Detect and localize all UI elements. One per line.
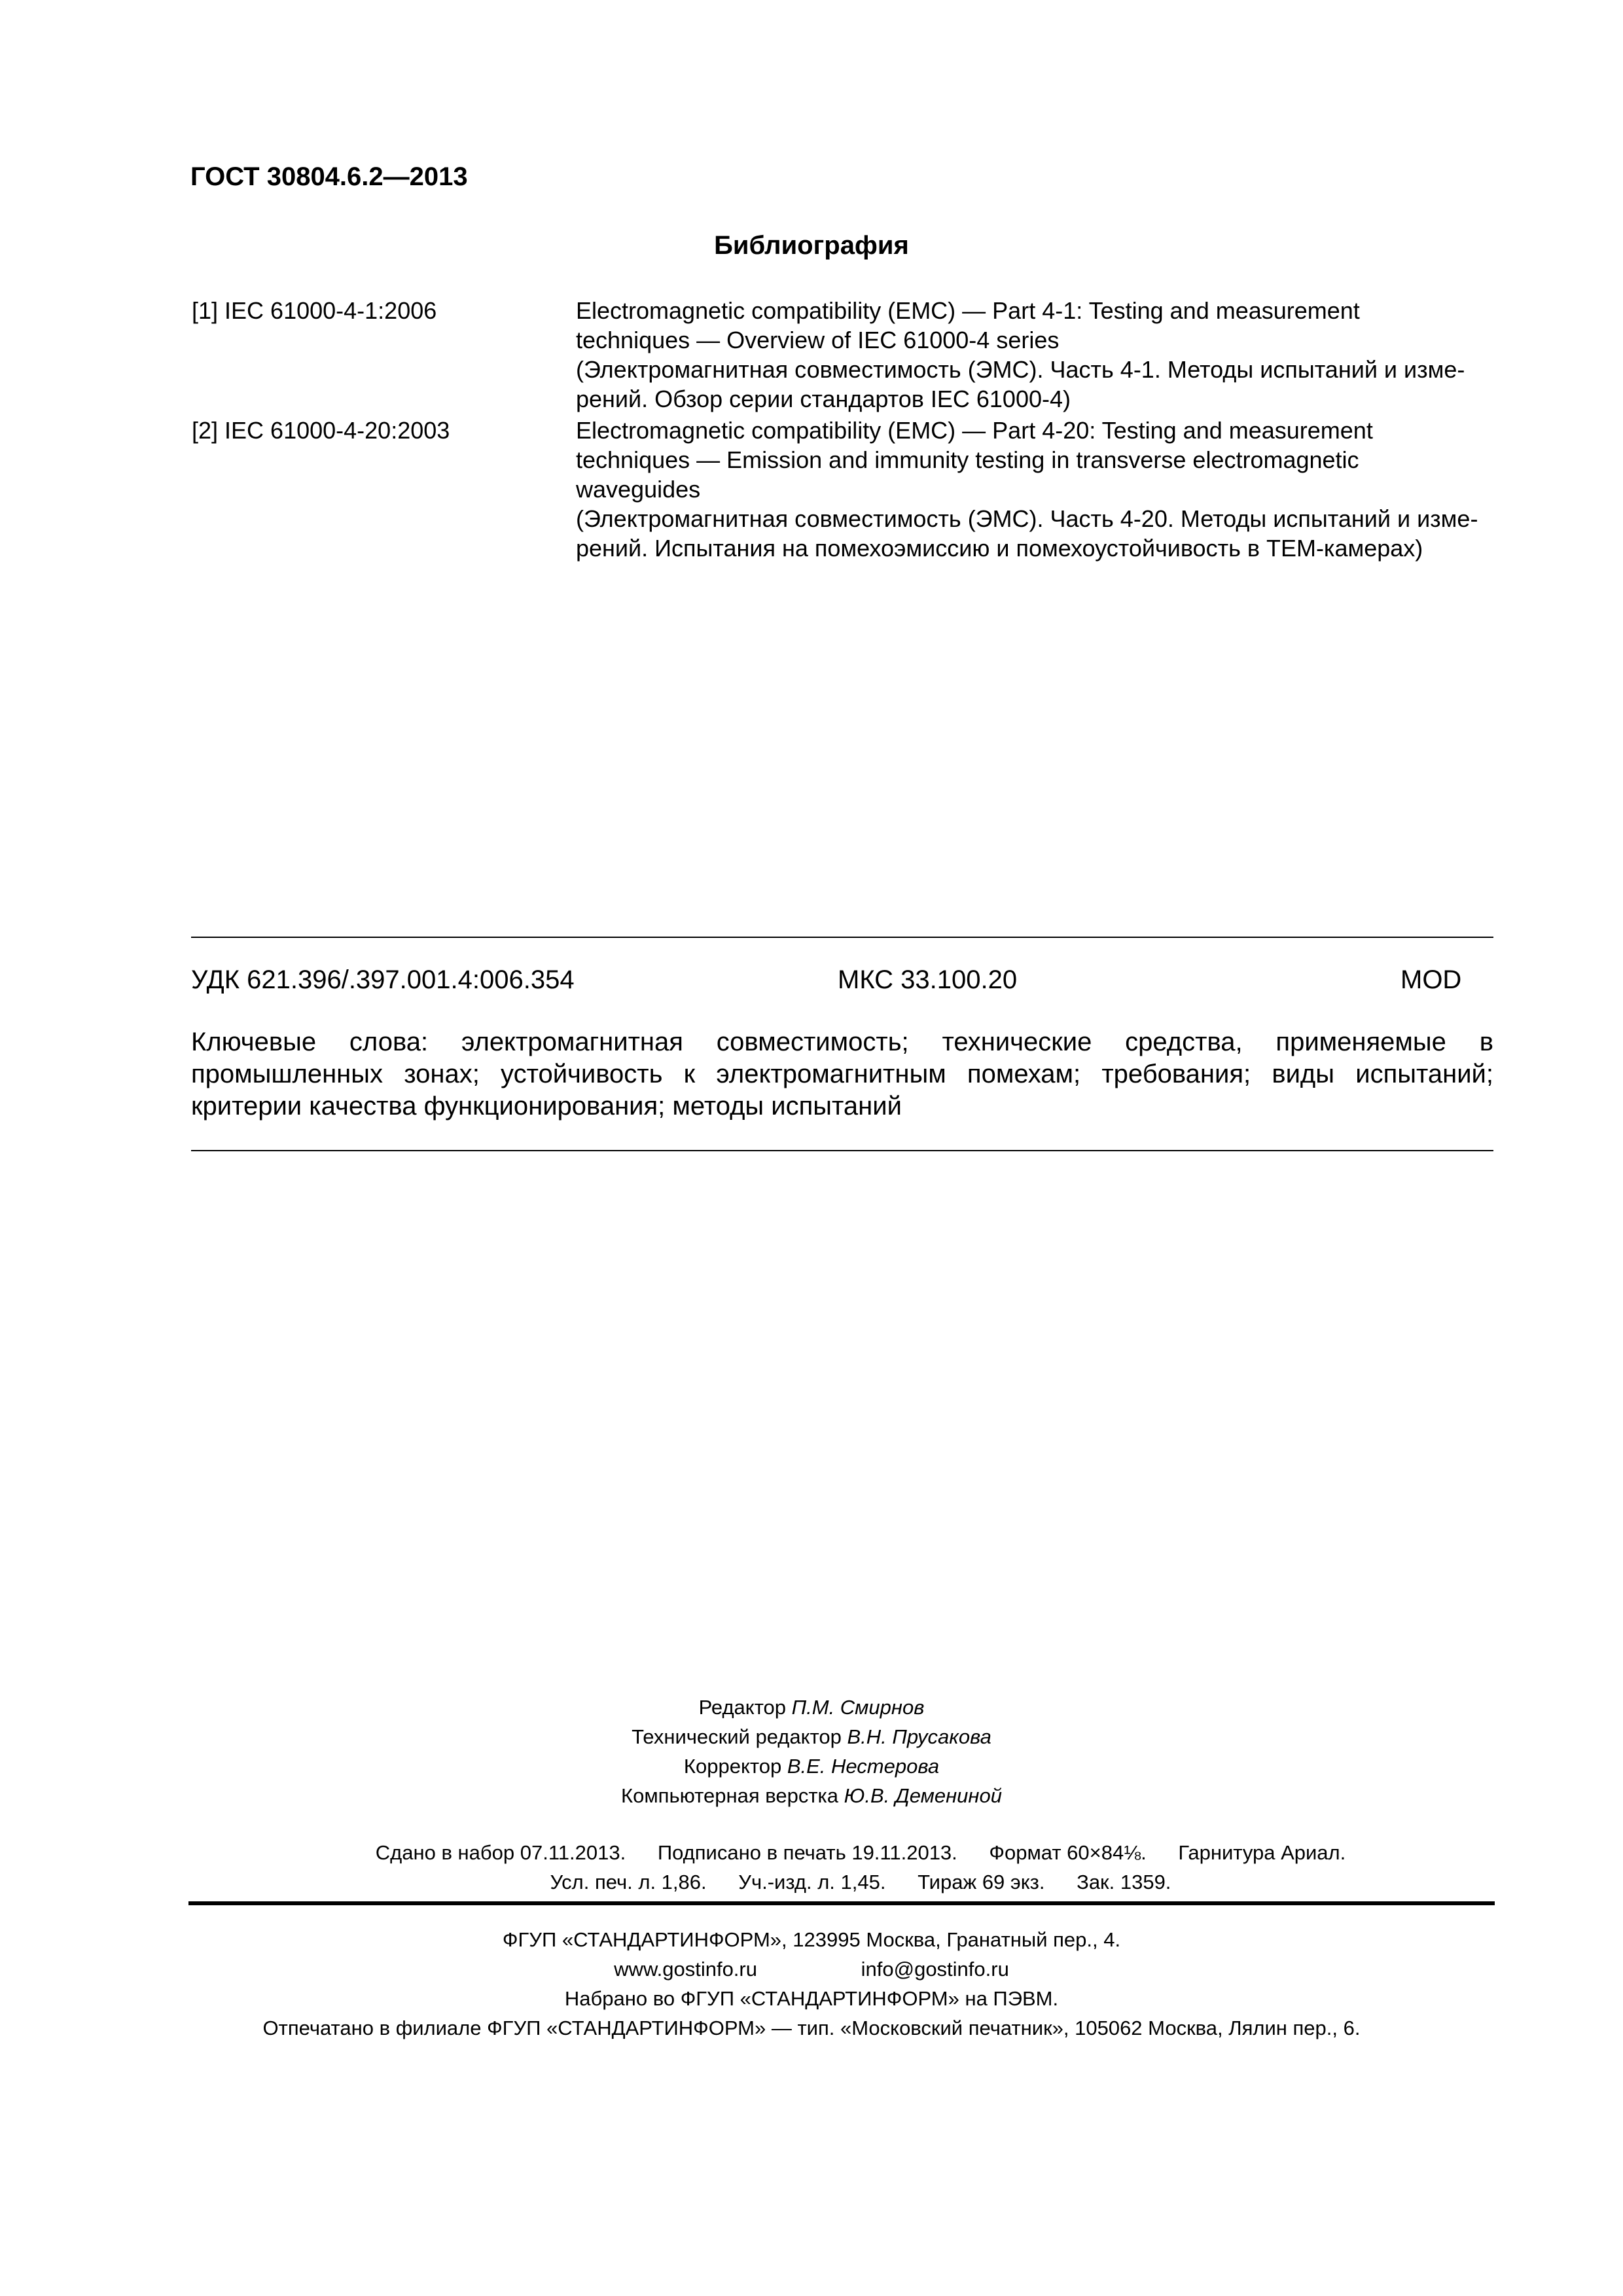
section-title: Библиография bbox=[714, 231, 909, 260]
publisher-block bbox=[0, 1925, 1623, 2043]
print-info bbox=[157, 1838, 1564, 1897]
credit-tech-editor bbox=[0, 1722, 1623, 1751]
publisher-email[interactable]: info@gostinfo.ru bbox=[861, 1958, 1009, 1981]
print-sheets: Усл. печ. л. 1,86. bbox=[550, 1871, 707, 1893]
publisher-website[interactable]: www.gostinfo.ru bbox=[614, 1958, 757, 1981]
bibliography-ref-1-text bbox=[576, 296, 1492, 414]
publisher-printed: Отпечатано в филиале ФГУП «СТАНДАРТИНФОРМ» — тип. «Московский печатник», 105062 Москва, Лялин пер., 6. bbox=[262, 2017, 1361, 2039]
publisher-typeset: Набрано во ФГУП «СТАНДАРТИНФОРМ» на ПЭВМ. bbox=[564, 1987, 1059, 2010]
paper-format: Формат 60×84⅛. bbox=[989, 1841, 1147, 1864]
mks-code: МКС 33.100.20 bbox=[838, 965, 1018, 994]
typeface: Гарнитура Ариал. bbox=[1178, 1841, 1346, 1864]
divider-top bbox=[191, 937, 1493, 938]
bibliography-ref-2-text bbox=[576, 416, 1492, 563]
credits-block bbox=[0, 1693, 1623, 1810]
bibliography-ref-2-line: waveguides bbox=[576, 476, 701, 503]
bibliography-ref-1-line: рений. Обзор серии стандартов IEC 61000-4) bbox=[576, 386, 1071, 412]
modification-code: MOD bbox=[1400, 965, 1462, 994]
print-info-line-2 bbox=[157, 1867, 1564, 1897]
print-run: Тираж 69 экз. bbox=[918, 1871, 1045, 1893]
udk-code: УДК 621.396/.397.001.4:006.354 bbox=[191, 965, 575, 994]
bibliography-ref-2-line: techniques — Emission and immunity testing in transverse electromagnetic bbox=[576, 446, 1359, 473]
credit-person: Ю.В. Демениной bbox=[844, 1784, 1002, 1807]
publisher-address: ФГУП «СТАНДАРТИНФОРМ», 123995 Москва, Гранатный пер., 4. bbox=[502, 1928, 1121, 1951]
edit-sheets: Уч.-изд. л. 1,45. bbox=[738, 1871, 886, 1893]
print-info-line-1 bbox=[157, 1838, 1564, 1867]
divider-thick bbox=[188, 1901, 1495, 1905]
credit-role: Редактор bbox=[698, 1696, 787, 1719]
credit-person: В.Н. Прусакова bbox=[847, 1725, 991, 1748]
credit-role: Корректор bbox=[683, 1755, 782, 1778]
credit-role: Технический редактор bbox=[632, 1725, 842, 1748]
document-code: ГОСТ 30804.6.2—2013 bbox=[190, 162, 468, 191]
credit-layout bbox=[0, 1781, 1623, 1810]
bibliography-ref-2-line: рений. Испытания на помехоэмиссию и помехоустойчивость в ТЕМ-камерах) bbox=[576, 535, 1423, 562]
credit-person: П.М. Смирнов bbox=[791, 1696, 925, 1719]
divider-middle bbox=[191, 1150, 1493, 1151]
bibliography-ref-2-line: Electromagnetic compatibility (EMC) — Part 4-20: Testing and measurement bbox=[576, 417, 1373, 444]
credit-editor bbox=[0, 1693, 1623, 1722]
credit-proofreader bbox=[0, 1751, 1623, 1781]
bibliography-ref-1-line: techniques — Overview of IEC 61000-4 series bbox=[576, 327, 1060, 353]
bibliography-ref-2-label: [2] IEC 61000-4-20:2003 bbox=[192, 417, 450, 444]
bibliography-ref-1-line: (Электромагнитная совместимость (ЭМС). Часть 4-1. Методы испытаний и изме- bbox=[576, 356, 1465, 383]
bibliography-ref-1-label: [1] IEC 61000-4-1:2006 bbox=[192, 297, 437, 324]
order-number: Зак. 1359. bbox=[1077, 1871, 1171, 1893]
credit-person: В.Е. Нестерова bbox=[787, 1755, 940, 1778]
bibliography-ref-2-line: (Электромагнитная совместимость (ЭМС). Часть 4-20. Методы испытаний и изме- bbox=[576, 505, 1478, 532]
keywords: Ключевые слова: электромагнитная совместимость; технические средства, применяемые в промышленных зонах; устойчивость к электромагнитным помехам; требования; виды испытаний; критерии качества функционирования; методы испытаний bbox=[191, 1028, 1493, 1121]
credit-role: Компьютерная верстка bbox=[621, 1784, 839, 1807]
publisher-contacts bbox=[0, 1954, 1623, 1984]
submitted-date: Сдано в набор 07.11.2013. bbox=[375, 1841, 626, 1864]
bibliography-ref-1-line: Electromagnetic compatibility (EMC) — Part 4-1: Testing and measurement bbox=[576, 297, 1360, 324]
signed-date: Подписано в печать 19.11.2013. bbox=[657, 1841, 957, 1864]
